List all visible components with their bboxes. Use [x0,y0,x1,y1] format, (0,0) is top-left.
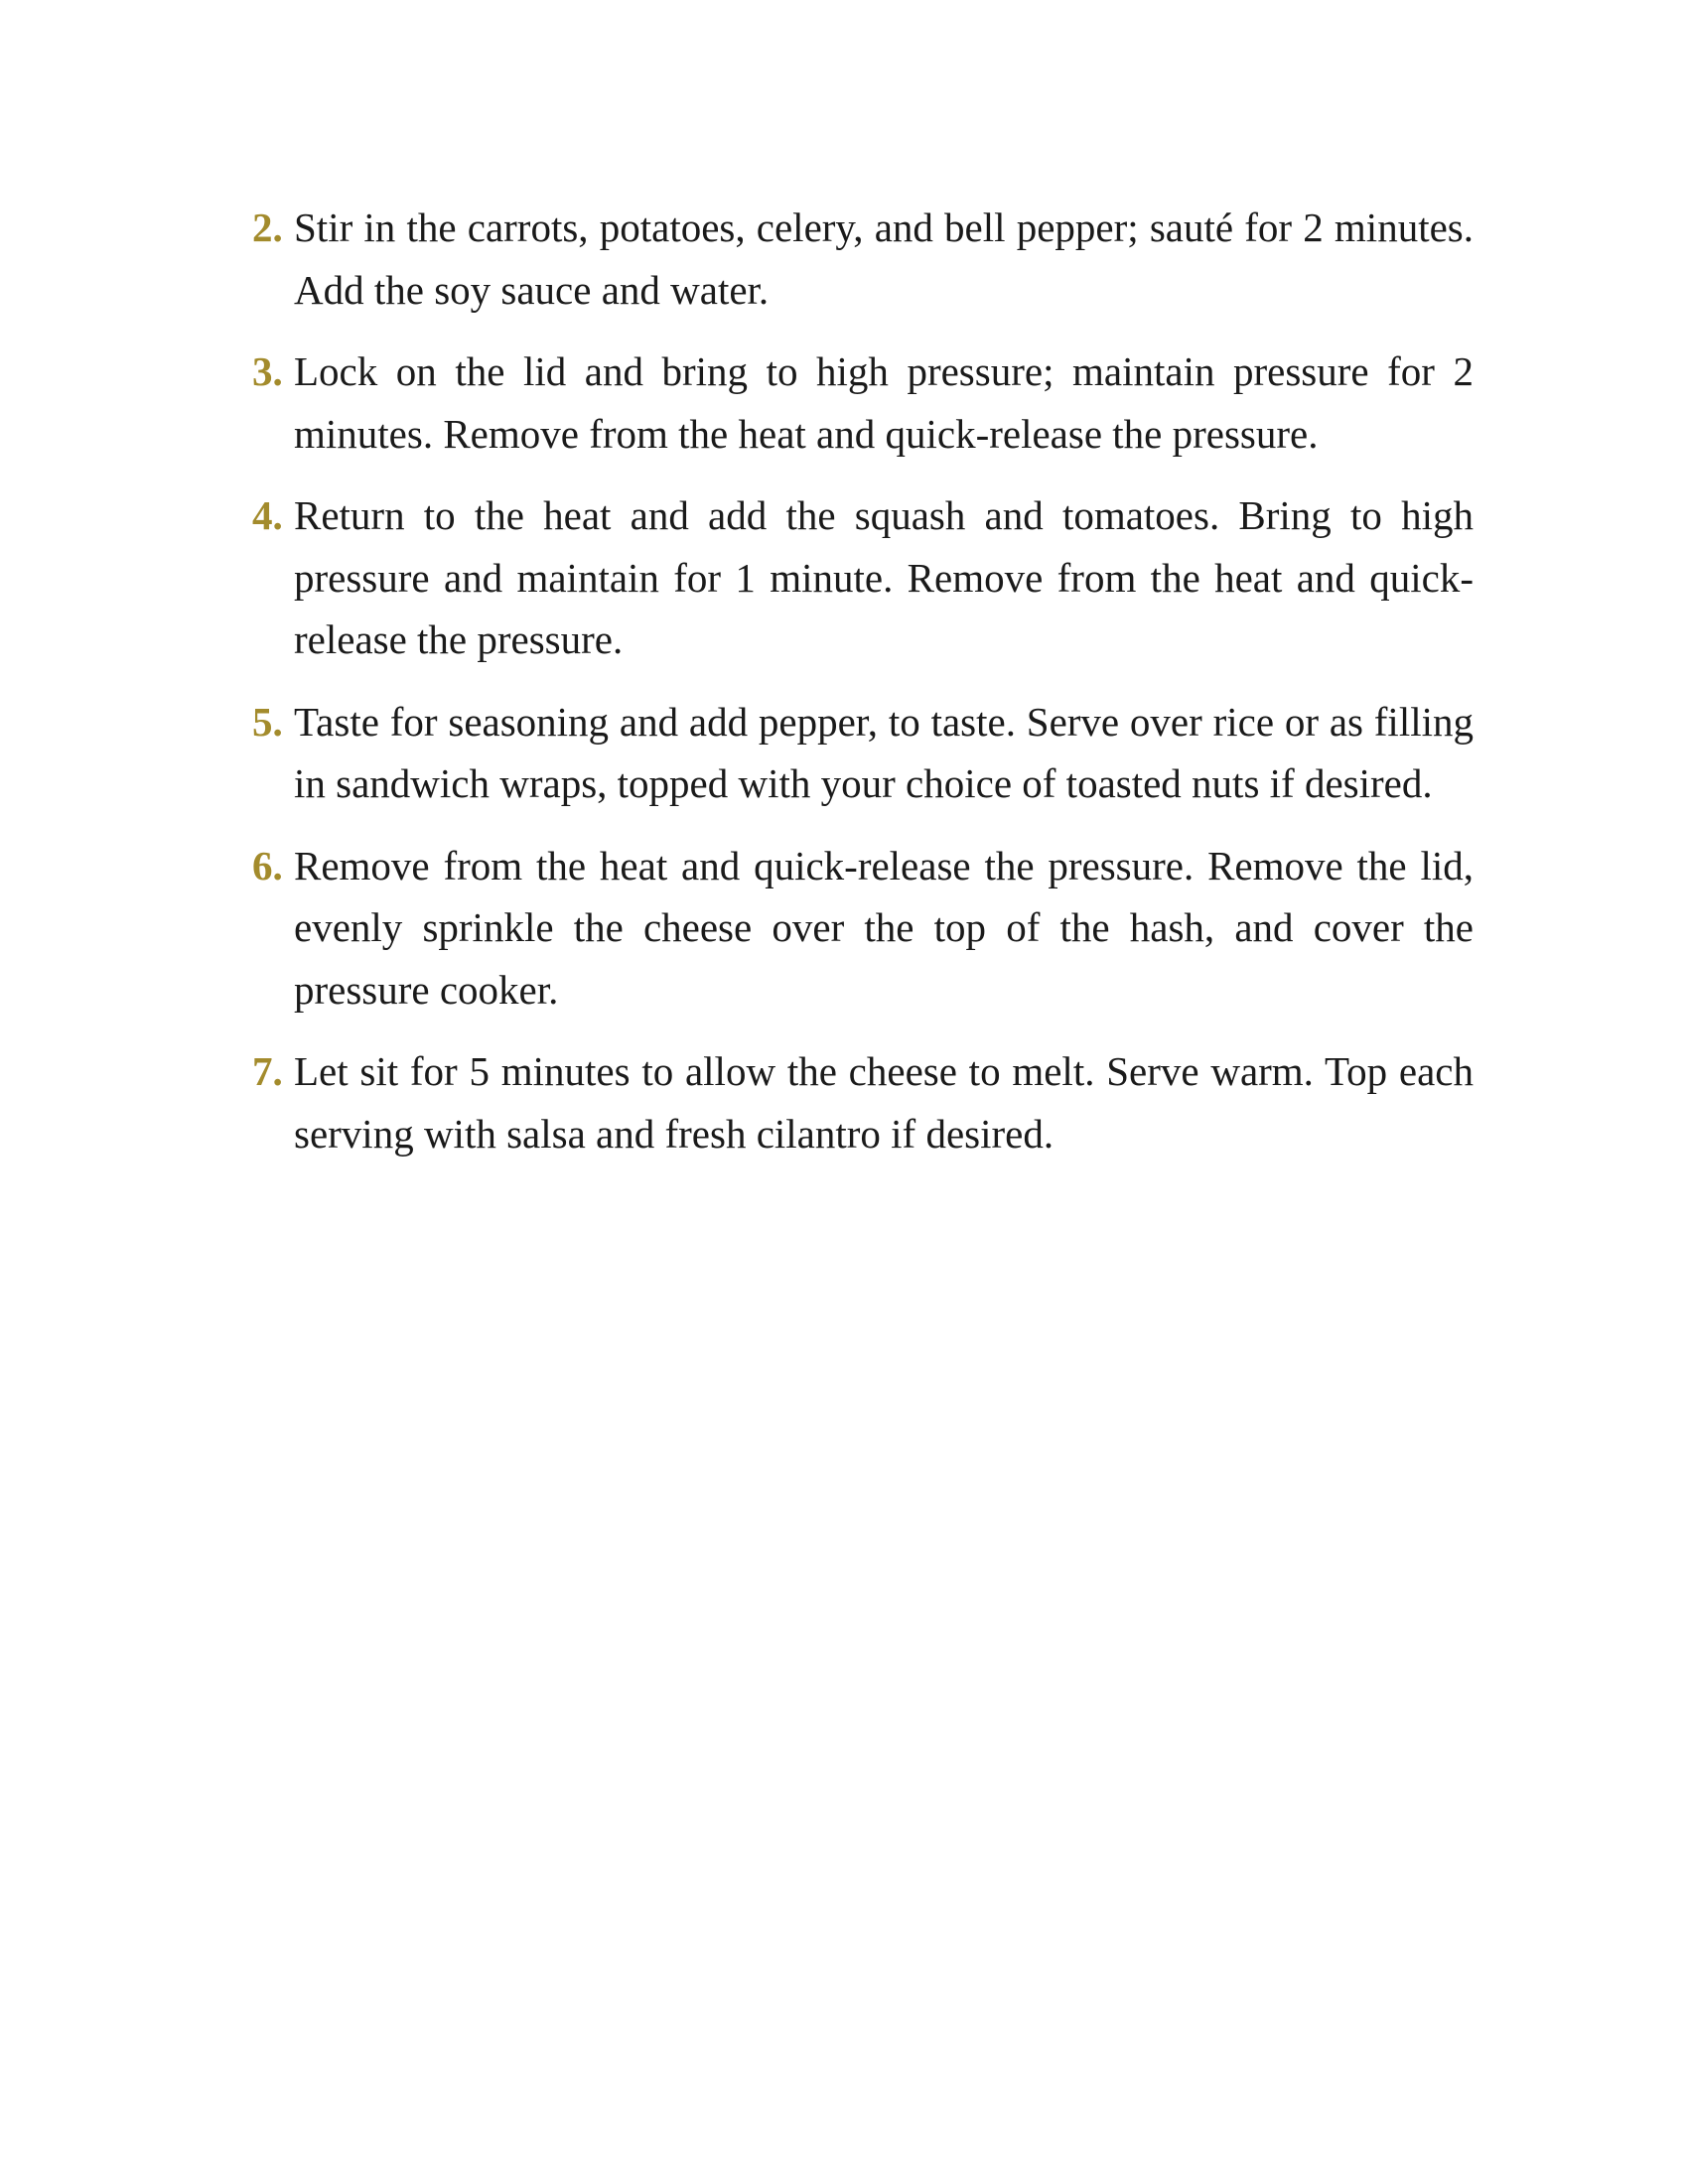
step-number: 6. [252,842,283,888]
step-text: Remove from the heat and quick-release the pressure. Remove the lid, evenly sprinkle the cheese over the top of the hash, and cover the pressure cooker. [294,842,1474,1013]
step-text: Let sit for 5 minutes to allow the cheese to melt. Serve warm. Top each serving with salsa and fresh cilantro if desired. [294,1048,1474,1157]
step-number: 5. [252,698,283,745]
step-text: Return to the heat and add the squash and tomatoes. Bring to high pressure and maintain for 1 minute. Remove from the heat and quick-release the pressure. [294,492,1474,662]
step-number: 4. [252,492,283,538]
step-number: 2. [252,205,283,250]
step-number: 7. [252,1048,283,1094]
step-text: Stir in the carrots, potatoes, celery, and bell pepper; sauté for 2 minutes. Add the soy sauce and water. [294,205,1474,313]
recipe-steps-list [252,197,1474,1184]
recipe-step [252,1040,1474,1164]
recipe-step [252,197,1474,321]
step-text: Taste for seasoning and add pepper, to taste. Serve over rice or as filling in sandwich wraps, topped with your choice of toasted nuts if desired. [294,698,1474,806]
recipe-step [252,341,1474,465]
recipe-step [252,484,1474,671]
recipe-step [252,691,1474,815]
recipe-step [252,835,1474,1022]
step-number: 3. [252,348,283,394]
step-text: Lock on the lid and bring to high pressure; maintain pressure for 2 minutes. Remove from the heat and quick-release the pressure. [294,348,1474,457]
